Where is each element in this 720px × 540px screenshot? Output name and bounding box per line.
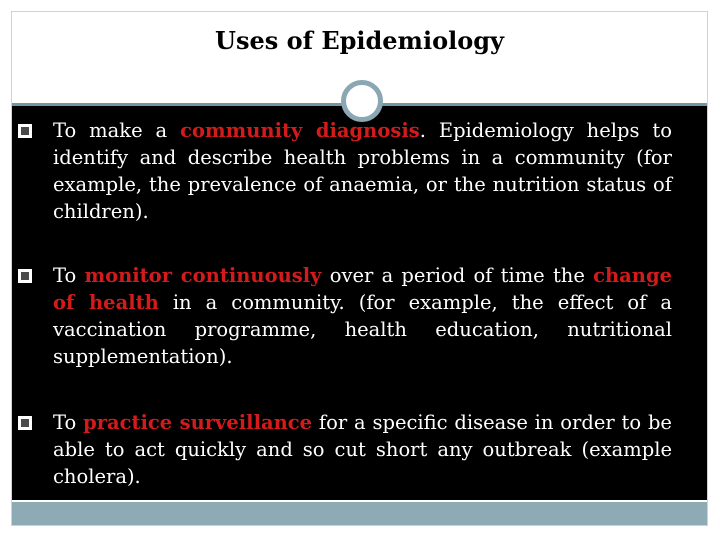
bullet-text-prefix: To make a	[53, 119, 181, 142]
bullet-highlight-2: change of health	[53, 264, 673, 314]
bullet-text: . Epidemiology helps to identify and describe health problems in a community (for example, the prevalence of anaemia, or the nutrition status of children).	[53, 119, 672, 223]
bullet-text: for a specific disease in order to be able to act quickly and so cut short any outbreak (example cholera).	[53, 411, 672, 488]
bullet-text-suffix: in a community. (for example, the effect of a vaccination programme, health education, nutritional supplementation).	[53, 291, 672, 368]
bullet-item-2	[18, 262, 672, 370]
bullet-text-prefix: To	[53, 411, 84, 434]
bullet-text-prefix: To	[53, 264, 85, 287]
checkbox-bullet-icon	[18, 269, 32, 283]
checkbox-bullet-icon	[18, 124, 32, 138]
footer-bar	[12, 502, 707, 525]
bullet-item-3	[18, 409, 672, 490]
slide-title: Uses of Epidemiology	[215, 26, 504, 55]
bullet-highlight: monitor continuously	[84, 264, 322, 287]
bullet-item-1	[18, 117, 672, 225]
bullet-highlight: community diagnosis	[180, 119, 420, 142]
decorative-circle-icon	[341, 80, 383, 122]
checkbox-bullet-icon	[18, 416, 32, 430]
bullet-highlight: practice surveillance	[83, 411, 313, 434]
bullet-text: over a period of time the	[321, 264, 594, 287]
